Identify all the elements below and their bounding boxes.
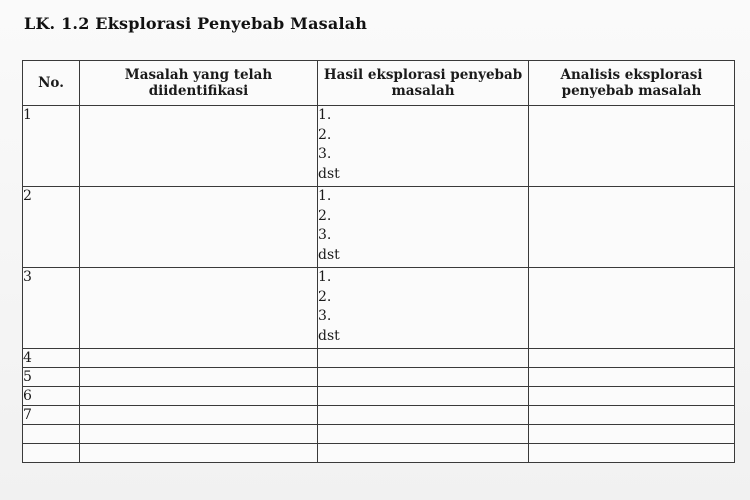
masalah-cell[interactable] xyxy=(80,368,318,387)
hasil-item: 3. xyxy=(318,227,332,243)
hasil-cell[interactable] xyxy=(318,425,529,444)
hasil-cell[interactable] xyxy=(318,444,529,463)
table-row xyxy=(23,406,735,425)
analisis-cell[interactable] xyxy=(529,268,735,349)
analisis-cell[interactable] xyxy=(529,368,735,387)
masalah-cell[interactable] xyxy=(80,444,318,463)
table-row-blank xyxy=(23,444,735,463)
hasil-item: 3. xyxy=(318,308,332,324)
hasil-cell[interactable] xyxy=(318,106,529,187)
hasil-item: 1. xyxy=(318,188,332,204)
hasil-cell[interactable] xyxy=(318,387,529,406)
hasil-item: 2. xyxy=(318,207,332,224)
table-row xyxy=(23,106,735,187)
hasil-item: dst xyxy=(318,327,340,344)
analisis-cell[interactable] xyxy=(529,387,735,406)
hasil-item: 2. xyxy=(318,126,332,143)
hasil-cell[interactable] xyxy=(318,406,529,425)
header-hasil: Hasil eksplorasi penyebab masalah xyxy=(318,61,529,106)
hasil-item: 1. xyxy=(318,107,332,123)
hasil-cell[interactable] xyxy=(318,349,529,368)
row-number: 4 xyxy=(23,349,80,368)
hasil-item: 1. xyxy=(318,269,332,285)
table-row xyxy=(23,187,735,268)
analisis-cell[interactable] xyxy=(529,444,735,463)
analisis-cell[interactable] xyxy=(529,106,735,187)
table-header-row xyxy=(23,61,735,106)
masalah-cell[interactable] xyxy=(80,349,318,368)
hasil-item: 2. xyxy=(318,288,332,305)
row-number: 7 xyxy=(23,406,80,425)
hasil-cell[interactable] xyxy=(318,368,529,387)
table-row xyxy=(23,387,735,406)
row-number: 5 xyxy=(23,368,80,387)
row-number: 6 xyxy=(23,387,80,406)
analisis-cell[interactable] xyxy=(529,349,735,368)
masalah-cell[interactable] xyxy=(80,387,318,406)
hasil-cell[interactable] xyxy=(318,268,529,349)
row-number-blank[interactable] xyxy=(23,425,80,444)
analisis-cell[interactable] xyxy=(529,425,735,444)
masalah-cell[interactable] xyxy=(80,406,318,425)
masalah-cell[interactable] xyxy=(80,268,318,349)
table-row xyxy=(23,349,735,368)
row-number: 2 xyxy=(23,187,80,268)
masalah-cell[interactable] xyxy=(80,187,318,268)
masalah-cell[interactable] xyxy=(80,425,318,444)
header-masalah: Masalah yang telah diidentifikasi xyxy=(80,61,318,106)
row-number-blank[interactable] xyxy=(23,444,80,463)
table-row-blank xyxy=(23,425,735,444)
header-analisis: Analisis eksplorasi penyebab masalah xyxy=(529,61,735,106)
masalah-cell[interactable] xyxy=(80,106,318,187)
exploration-table xyxy=(22,60,735,463)
hasil-cell[interactable] xyxy=(318,187,529,268)
row-number: 1 xyxy=(23,106,80,187)
hasil-item: dst xyxy=(318,246,340,263)
row-number: 3 xyxy=(23,268,80,349)
document-title: LK. 1.2 Eksplorasi Penyebab Masalah xyxy=(24,14,368,33)
table-row xyxy=(23,268,735,349)
hasil-item: 3. xyxy=(318,146,332,162)
hasil-item: dst xyxy=(318,165,340,182)
analisis-cell[interactable] xyxy=(529,406,735,425)
header-no: No. xyxy=(23,61,80,106)
analisis-cell[interactable] xyxy=(529,187,735,268)
table-row xyxy=(23,368,735,387)
